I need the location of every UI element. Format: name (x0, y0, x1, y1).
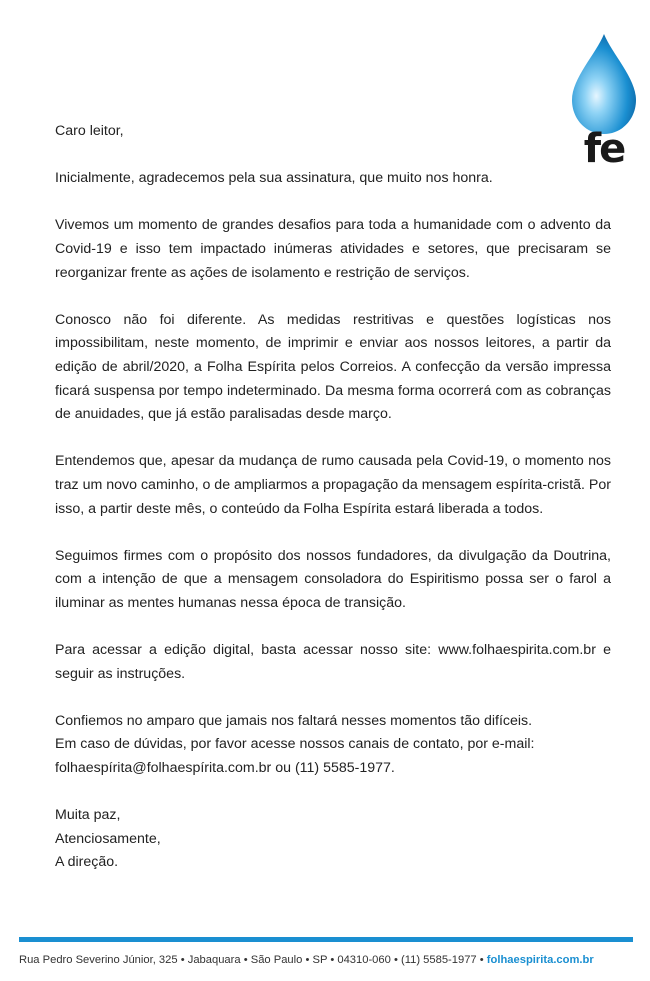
logo-text: fe (583, 126, 625, 170)
paragraph-1: Inicialmente, agradecemos pela sua assinatura, que muito nos honra. (55, 170, 493, 187)
closing-line-2: Em caso de dúvidas, por favor acesse nossos canais de contato, por e-mail: (55, 736, 535, 753)
footer (19, 953, 639, 967)
closing-line-1: Confiemos no amparo que jamais nos faltará nesses momentos tão difíceis. (55, 712, 533, 729)
paragraph-3: Conosco não foi diferente. As medidas restritivas e questões logísticas nos impossibilitam, neste momento, de imprimir e enviar aos nossos leitores, a partir da edição de abril/2020, a Folha Espírita pelos Correios. A confecção da versão impressa ficará suspensa por tempo indeterminado. Da mesma forma ocorrerá com as cobranças de anuidades, que já estão paralisadas desde março. (55, 311, 611, 423)
paragraph-6: Para acessar a edição digital, basta acessar nosso site: www.folhaespirita.com.br e seguir as instruções. (55, 642, 611, 682)
signoff-line-2: Atenciosamente, (55, 830, 161, 847)
letter-body (55, 120, 611, 875)
footer-divider (19, 937, 633, 942)
closing-paragraph (55, 710, 611, 781)
closing-line-3: folhaespírita@folhaespírita.com.br ou (11) 5585-1977. (55, 760, 395, 777)
footer-address: Rua Pedro Severino Júnior, 325 • Jabaquara • São Paulo • SP • 04310-060 • (11) 5585-1977 • (19, 954, 484, 966)
salutation: Caro leitor, (55, 123, 124, 139)
paragraph-2: Vivemos um momento de grandes desafios para toda a humanidade com o advento da Covid-19 e isso tem impactado inúmeras atividades e setores, que precisaram se reorganizar frente as ações de isolamento e restrição de serviços. (55, 217, 611, 281)
footer-website-link[interactable]: folhaespirita.com.br (486, 954, 594, 966)
paragraph-5: Seguimos firmes com o propósito dos nossos fundadores, da divulgação da Doutrina, com a intenção de que a mensagem consoladora do Espiritismo possa ser o farol a iluminar as mentes humanas nessa época de transição. (55, 547, 611, 611)
signoff-line-3: A direção. (55, 854, 119, 871)
water-drop-icon (572, 34, 636, 134)
signoff-line-1: Muita paz, (55, 807, 121, 824)
paragraph-4: Entendemos que, apesar da mudança de rumo causada pela Covid-19, o momento nos traz um novo caminho, o de ampliarmos a propagação da mensagem espírita-cristã. Por isso, a partir deste mês, o conteúdo da Folha Espírita estará liberada a todos. (55, 453, 611, 517)
signoff (55, 804, 611, 875)
